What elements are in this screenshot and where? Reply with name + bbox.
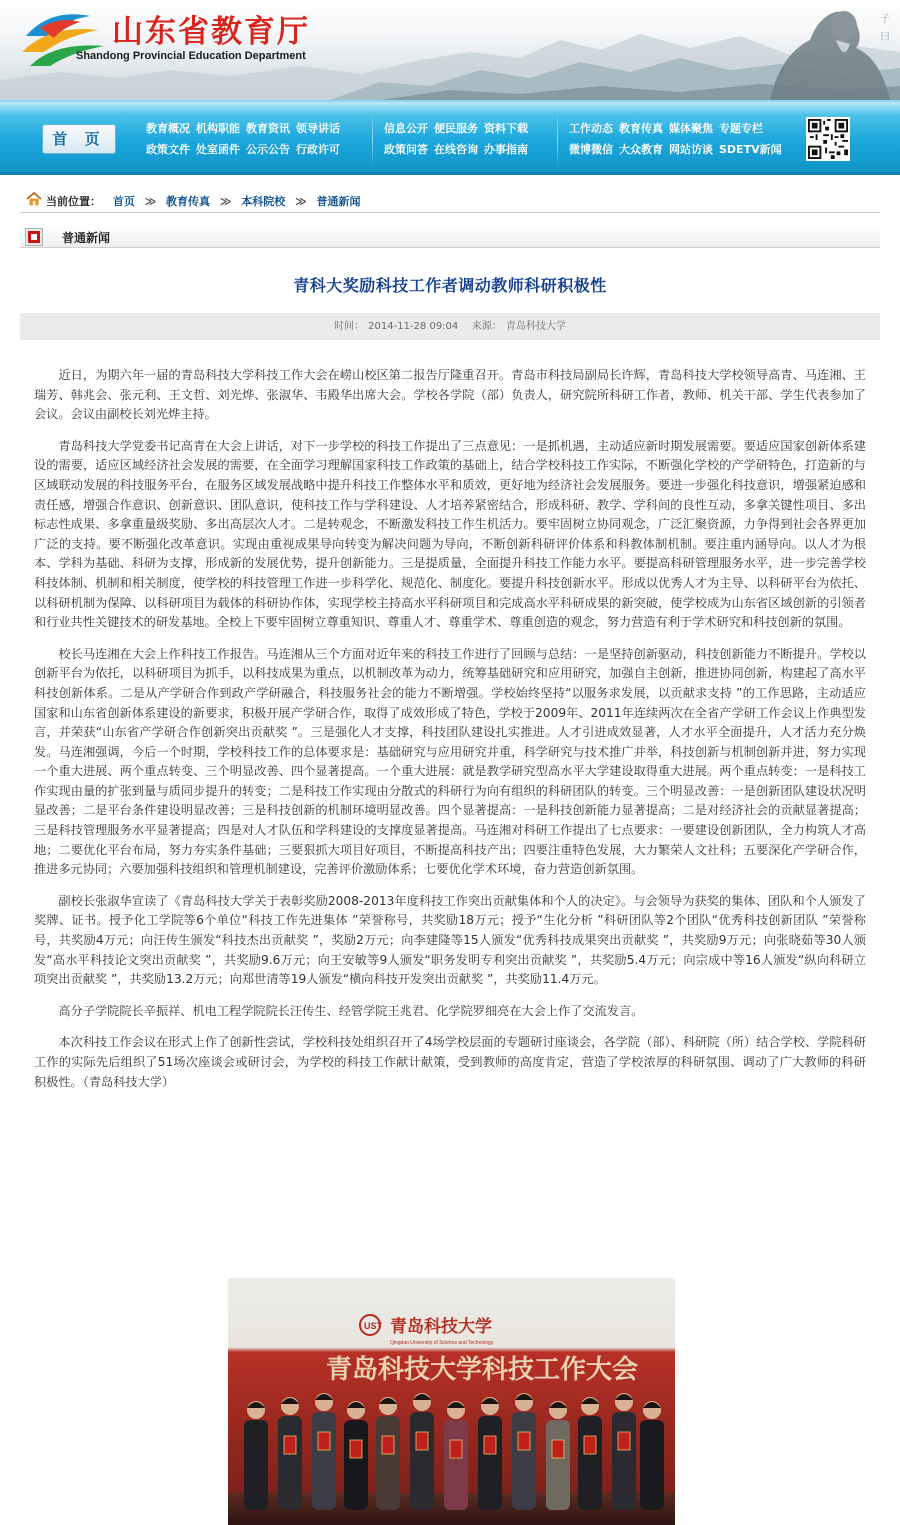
nav-link-work-updates[interactable]: 工作动态 <box>569 122 613 135</box>
time-label: 时间： <box>334 321 365 332</box>
nav-link-leader-speeches[interactable]: 领导讲话 <box>296 122 340 135</box>
svg-text:子: 子 <box>880 14 890 25</box>
nav-link-sdetv-news[interactable]: SDETV新闻 <box>719 143 782 156</box>
nav-divider <box>557 112 558 167</box>
nav-row <box>569 120 788 141</box>
nav-group-2 <box>384 120 534 162</box>
nav-link-public-services[interactable]: 便民服务 <box>434 122 478 135</box>
confucius-statue-image <box>740 0 900 100</box>
breadcrumb-separator: ≫ <box>219 195 232 208</box>
nav-link-downloads[interactable]: 资料下载 <box>484 122 528 135</box>
nav-link-site-interviews[interactable]: 网站访谈 <box>669 143 713 156</box>
svg-text:UST: UST <box>364 1321 382 1331</box>
section-bullet-icon <box>26 229 42 245</box>
article-meta <box>20 313 880 340</box>
site-banner <box>0 0 900 100</box>
nav-link-special-topics[interactable]: 专题专栏 <box>719 122 763 135</box>
nav-link-service-guide[interactable]: 办事指南 <box>484 143 528 156</box>
nav-link-administrative-license[interactable]: 行政许可 <box>296 143 340 156</box>
nav-link-online-consult[interactable]: 在线咨询 <box>434 143 478 156</box>
photo-banner-subtitle: Qingdao University of Science and Technology <box>390 1340 494 1346</box>
award-ceremony-photo <box>228 1278 675 1525</box>
breadcrumb-text <box>46 193 360 209</box>
breadcrumb <box>0 190 900 212</box>
breadcrumb-link-undergraduate[interactable]: 本科院校 <box>241 195 286 208</box>
site-name: 山东省教育厅 <box>112 14 310 50</box>
main-navigation <box>0 100 900 175</box>
nav-link-policy-documents[interactable]: 政策文件 <box>146 143 190 156</box>
article-title: 青科大奖励科技工作者调动教师科研积极性 <box>293 276 607 295</box>
divider <box>20 212 880 213</box>
section-title: 普通新闻 <box>62 231 111 245</box>
nav-link-office-letters[interactable]: 处室函件 <box>196 143 240 156</box>
breadcrumb-separator: ≫ <box>144 195 157 208</box>
breadcrumb-link-education-fax[interactable]: 教育传真 <box>166 195 211 208</box>
nav-link-weibo-wechat[interactable]: 微博微信 <box>569 143 613 156</box>
paragraph: 校长马连湘在大会上作科技工作报告。马连湘从三个方面对近年来的科技工作进行了回顾与总结：一是坚持创新驱动，科技创新能力不断提升。学校以创新平台为依托，以科研项目为抓手，以科技成果为重点，以机制改革为动力，统筹基础研究和应用研究，加强自主创新，推进协同创新，构建起了高水平科技创新体系。二是从产学研合作到政产学研融合，科技服务社会的能力不断增强。学校始终坚持“以服务求发展，以贡献求支持 ”的工作思路，主动适应国家和山东省创新体系建设的新要求，积极开展产学研合作，取得了成效形成了特色，学校于2009年、2011年连续两次在全省产学研工作会议上作典型发言，并荣获“山东省产学研合作创新突出贡献奖 ”。三是强化人才支撑，科技团队建设扎实推进。人才引进成效显著，人才水平全面提升，人才活力充分焕发。马连湘强调，今后一个时期，学校科技工作的总体要求是：基础研究与应用研究并重，科学研究与技术推广并举，科技创新与机制创新并进，努力实现一个重大进展、两个重点转变、三个明显改善、四个显著提高。一个重大进展：就是教学研究型高水平大学建设取得重大进展。两个重点转变：一是科技工作实现由量的扩张到量与质同步提升的转变；二是科技工作实现由分散式的科研行为向有组织的科研团队的转变。三个明显改善：一是创新团队建设状况明显改善；二是平台条件建设明显改善；三是科技创新的机制环境明显改善。四个显著提高：一是科技创新能力显著提高；二是对经济社会的贡献显著提高；三是科技管理服务水平显著提高；四是对人才队伍和学科建设的支撑度显著提高。马连湘对科研工作提出了七点要求：一要建设创新团队，全力构筑人才高地；二要优化平台布局，努力夯实条件基础；三要狠抓大项目好项目，不断提高科技产出；四要注重特色发展，大力繁荣人文社科；五要深化产学研合作，推进多元协同；六要加强科技组织和管理机制建设，完善评价激励体系；七要优化学术环境，奋力营造创新氛围。 <box>34 646 866 877</box>
nav-row <box>569 141 788 162</box>
nav-row <box>146 141 346 162</box>
nav-link-education-overview[interactable]: 教育概况 <box>146 122 190 135</box>
paragraph: 青岛科技大学党委书记高青在大会上讲话，对下一步学校的科技工作提出了三点意见：一是抓机遇，主动适应新时期发展需要。要适应国家创新体系建设的需要，适应区域经济社会发展的需要，在全面学习理解国家科技工作政策的基础上，结合学校科技工作实际，不断强化学校的产学研特色，打造新的与区域联动发展的科技服务平台，在服务区域发展战略中提升科技工作整体水平和质效，更好地为经济社会发展服务。要进一步强化科技意识，增强紧迫感和责任感，增强合作意识、创新意识、团队意识，使科技工作与学科建设、人才培养紧密结合，形成科研、教学、学科间的良性互动，多拿关键性项目、多出标志性成果、多拿重量级奖励、多出高层次人才。二是转观念，不断激发科技工作生机活力。要牢固树立协同观念，广泛汇聚资源，力争得到社会各界更加广泛的支持。要不断强化改革意识。实现由重视成果导向转变为解决问题为导向，不断创新科研评价体系和科教体制机制。要注重内涵导向。以人才为根本、学科为基础、科研为支撑，形成新的发展优势，提升创新能力。三是提质量，全面提升科技工作能力水平。要提高科研管理服务水平，进一步完善学校科技体制、机制和相关制度，使学校的科技管理工作进一步科学化、规范化、制度化。要提升科技创新水平。形成以优秀人才为主导、以科研平台为依托、以科研机制为保障、以科研项目为载体的科研协作体，实现学校主持高水平科研项目和完成高水平科研成果的新突破，使学校成为山东省区域创新的引领者和行业共性关键技术的研发基地。全校上下要牢固树立尊重知识、尊重人才、尊重学术、尊重创造的观念，努力营造有利于学术研究和科技创新的氛围。 <box>34 438 866 630</box>
paragraph: 高分子学院院长辛振祥、机电工程学院院长汪传生、经管学院王兆君、化学院罗细亮在大会上作了交流发言。 <box>58 1003 644 1018</box>
photo-stage-title: 青岛科技大学科技工作大会 <box>326 1355 639 1385</box>
nav-row <box>384 141 534 162</box>
breadcrumb-link-home[interactable]: 首页 <box>112 195 135 208</box>
home-icon <box>26 192 42 206</box>
site-name-english: Shandong Provincial Education Department <box>76 50 306 62</box>
nav-link-policy-qa[interactable]: 政策问答 <box>384 143 428 156</box>
nav-divider <box>372 112 373 167</box>
article-body <box>34 366 866 1104</box>
nav-group-3 <box>569 120 788 162</box>
qr-code-icon[interactable] <box>806 117 850 161</box>
paragraph: 副校长张淑华宣读了《青岛科技大学关于表彰奖励2008-2013年度科技工作突出贡献集体和个人的决定》。与会领导为获奖的集体、团队和个人颁发了奖牌、证书。授予化工学院等6个单位“科技工作先进集体 ”荣誉称号，共奖励18万元；授予“生化分析 ”科研团队等2个团队“优秀科技创新团队 ”荣誉称号，共奖励4万元；向汪传生颁发“科技杰出贡献奖 ”，奖励2万元；向李建隆等15人颁发“优秀科技成果突出贡献奖 ”，共奖励9万元；向张晓茹等30人颁发“高水平科技论文突出贡献奖 ”，共奖励9.6万元；向王安敏等9人颁发“职务发明专利突出贡献奖 ”，共奖励5.4万元；向宗成中等16人颁发“纵向科研立项突出贡献奖 ”，共奖励13.2万元；向郑世清等19人颁发“横向科技开发突出贡献奖 ”，共奖励11.4万元。 <box>34 893 866 987</box>
nav-row <box>146 120 346 141</box>
nav-link-public-notices[interactable]: 公示公告 <box>246 143 290 156</box>
article-source: 青岛科技大学 <box>505 321 566 332</box>
breadcrumb-separator: ≫ <box>295 195 307 208</box>
nav-link-education-news[interactable]: 教育资讯 <box>246 122 290 135</box>
nav-group-1 <box>146 120 346 162</box>
source-label: 来源： <box>471 321 502 332</box>
breadcrumb-label: 当前位置： <box>46 195 101 208</box>
nav-link-institution-functions[interactable]: 机构职能 <box>196 122 240 135</box>
paragraph: 本次科技工作会议在形式上作了创新性尝试，学校科技处组织召开了4场学校层面的专题研讨座谈会，各学院（部）、科研院（所）结合学校、学院科研工作的实际先后组织了51场次座谈会或研讨会，为学校的科技工作献计献策，受到教师的高度肯定，营造了学校浓厚的科研氛围、调动了广大教师的科研积极性。（青岛科技大学） <box>34 1035 866 1089</box>
nav-link-public-education[interactable]: 大众教育 <box>619 143 663 156</box>
paragraph: 近日，为期六年一届的青岛科技大学科技工作大会在崂山校区第二报告厅隆重召开。青岛市科技局副局长许辉，青岛科技大学校领导高青、马连湘、王瑞芳、韩兆会、张元利、王文哲、刘光烨、张淑华、韦殿华出席大会。学校各学院（部）负责人，研究院所科研工作者，教师、机关干部、学生代表参加了会议。会议由副校长刘光烨主持。 <box>34 368 866 422</box>
svg-text:曰: 曰 <box>880 32 890 43</box>
nav-link-education-fax[interactable]: 教育传真 <box>619 122 663 135</box>
breadcrumb-link-general-news[interactable]: 普通新闻 <box>316 195 361 208</box>
article-photo <box>228 1278 675 1525</box>
nav-row <box>384 120 534 141</box>
nav-link-media-focus[interactable]: 媒体聚焦 <box>669 122 713 135</box>
photo-banner-title: 青岛科技大学 <box>390 1317 492 1337</box>
publish-time: 2014-11-28 09:04 <box>368 321 459 332</box>
home-button[interactable]: 首 页 <box>42 124 116 154</box>
nav-link-info-disclosure[interactable]: 信息公开 <box>384 122 428 135</box>
section-header <box>20 226 880 248</box>
